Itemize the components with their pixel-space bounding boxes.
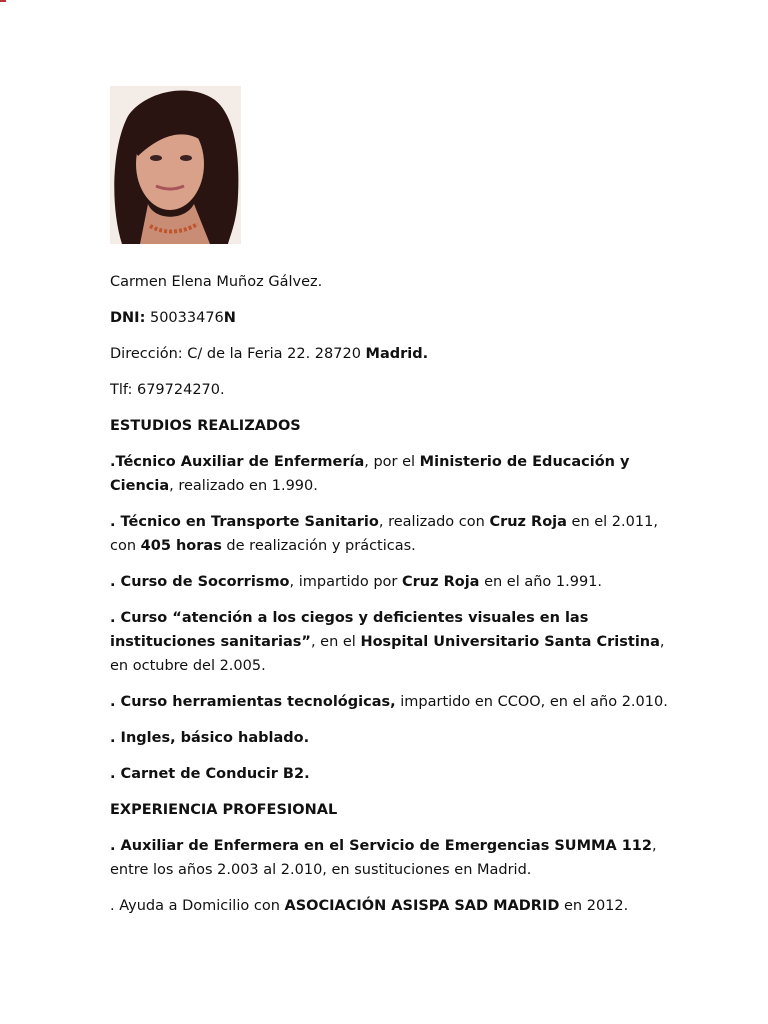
full-name: Carmen Elena Muñoz Gálvez. (110, 274, 323, 290)
experience-text: en 2012. (559, 898, 629, 914)
study-title: . Curso de Socorrismo (110, 574, 290, 590)
study-text: impartido en CCOO, en el año 2.010. (395, 694, 668, 710)
study-institution: Cruz Roja (401, 574, 480, 590)
study-text: en el año 1.991. (479, 574, 603, 590)
study-title: . Ingles, básico hablado. (110, 730, 310, 746)
study-institution: Hospital Universitario Santa Cristina (360, 634, 660, 650)
studies-heading (110, 414, 670, 438)
study-item (110, 606, 670, 678)
experience-heading (110, 798, 670, 822)
study-text: , en octubre del 2.005. (110, 634, 665, 674)
experience-text: , entre los años 2.003 al 2.010, en sustituciones en Madrid. (110, 838, 657, 878)
study-title: . Técnico en Transporte Sanitario (110, 514, 379, 530)
study-text: , realizado con (378, 514, 490, 530)
study-title: . Carnet de Conducir B2. (110, 766, 310, 782)
address-value: C/ de la Feria 22. 28720 (182, 346, 366, 362)
study-text: , impartido por (289, 574, 402, 590)
dni-line (110, 306, 670, 330)
studies-heading-text: ESTUDIOS REALIZADOS (110, 418, 301, 434)
portrait-image (110, 86, 241, 244)
study-text: , en el (310, 634, 361, 650)
study-item (110, 570, 670, 594)
study-item (110, 510, 670, 558)
experience-item (110, 894, 670, 918)
phone-label: Tlf: (110, 382, 133, 398)
experience-organization: ASOCIACIÓN ASISPA SAD MADRID (284, 898, 560, 914)
study-text: en el 2.011, con (110, 514, 658, 554)
dni-letter: N (223, 310, 236, 326)
study-title: . Curso “atención a los ciegos y deficientes visuales en las instituciones sanitarias” (110, 610, 589, 650)
study-item (110, 450, 670, 498)
corner-mark (0, 0, 6, 2)
address-city: Madrid. (365, 346, 429, 362)
study-item (110, 762, 670, 786)
phone-line (110, 378, 670, 402)
experience-text: . Ayuda a Domicilio con (110, 898, 285, 914)
experience-item (110, 834, 670, 882)
experience-heading-text: EXPERIENCIA PROFESIONAL (110, 802, 338, 818)
study-item (110, 726, 670, 750)
cv-content (110, 270, 670, 930)
study-hours: 405 horas (140, 538, 222, 554)
study-text: de realización y prácticas. (221, 538, 416, 554)
dni-value: 50033476 (145, 310, 224, 326)
study-institution: Ministerio de Educación y Ciencia (110, 454, 630, 494)
experience-title: . Auxiliar de Enfermera en el Servicio de Emergencias SUMMA 112 (110, 838, 652, 854)
study-text: , realizado en 1.990. (169, 478, 318, 494)
address-line (110, 342, 670, 366)
phone-value: 679724270. (132, 382, 225, 398)
study-title: . Curso herramientas tecnológicas, (110, 694, 396, 710)
study-institution: Cruz Roja (489, 514, 567, 530)
study-text: , por el (364, 454, 420, 470)
study-title: .Técnico Auxiliar de Enfermería (110, 454, 365, 470)
dni-label: DNI: (110, 310, 146, 326)
profile-photo (110, 86, 241, 244)
study-item (110, 690, 670, 714)
address-label: Dirección: (110, 346, 183, 362)
